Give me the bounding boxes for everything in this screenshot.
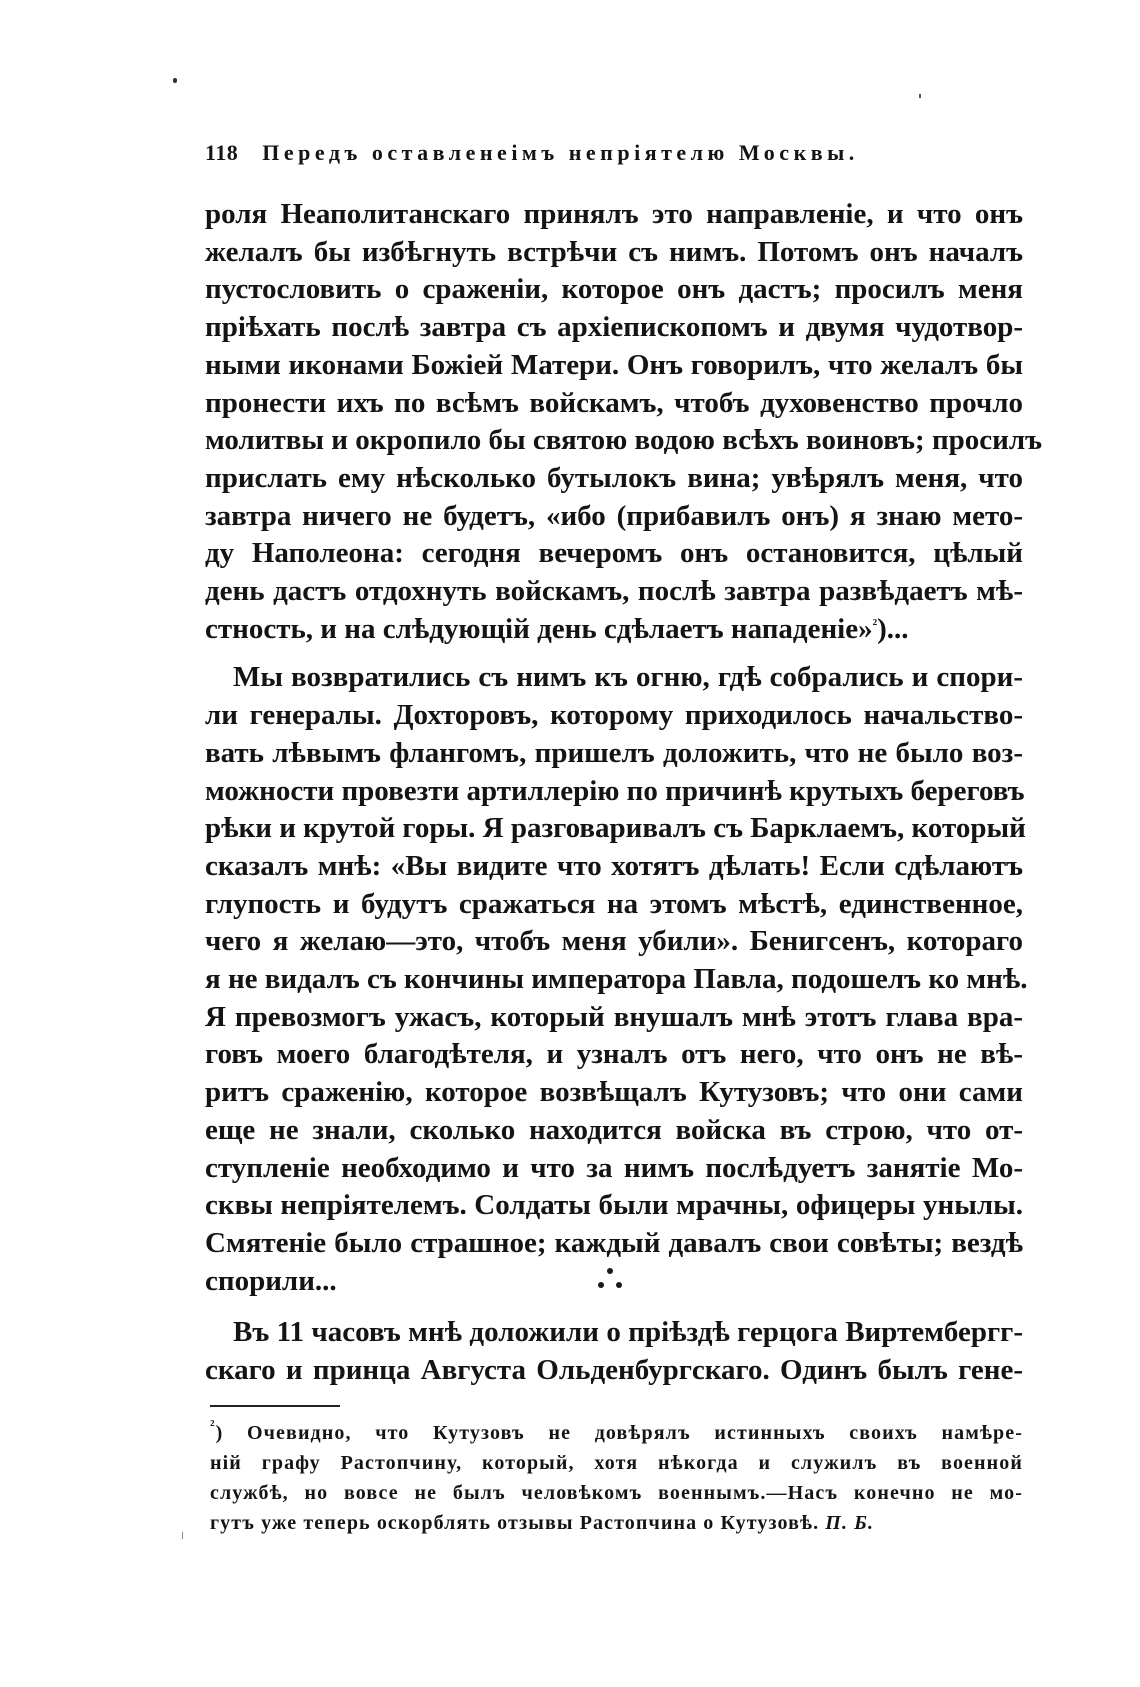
text-line: я не видалъ съ кончины императора Павла, подошелъ ко мнѣ. — [205, 963, 1028, 996]
footnote-rule — [210, 1405, 340, 1407]
text-line: прислать ему нѣсколько бутылокъ вина; увѣрялъ меня, что — [205, 461, 1023, 494]
print-speck — [173, 78, 177, 83]
asterism-icon — [580, 1266, 640, 1296]
section-separator — [580, 1266, 640, 1300]
text-line: Мы возвратились съ нимъ къ огню, гдѣ собрались и спори- — [233, 661, 1023, 694]
text-line: Смятеніе было страшное; каждый давалъ свои совѣты; вездѣ — [205, 1226, 1023, 1259]
page-number: 118 — [205, 140, 239, 165]
footnote — [210, 1418, 1023, 1538]
text-line: еще не знали, сколько находится войска въ строю, что от- — [205, 1113, 1023, 1146]
text-line: молитвы и окропило бы святою водою всѣхъ воиновъ; просилъ — [205, 424, 1043, 457]
text-line: роля Неаполитанскаго принялъ это направленіе, и что онъ — [205, 198, 1023, 230]
text-line: сквы непріятелемъ. Солдаты были мрачны, офицеры унылы. — [205, 1189, 1023, 1222]
footnote-line: ній графу Растопчину, который, хотя нѣкогда и служилъ въ военной — [210, 1452, 1023, 1474]
text-line: ли генералы. Дохторовъ, которому приходилось начальство- — [205, 699, 1023, 732]
footnote-line — [210, 1418, 1023, 1448]
text-line: ными иконами Божіей Матери. Онъ говорилъ, что желалъ бы — [205, 348, 1023, 381]
text-segment: гутъ уже теперь оскорблять отзывы Растопчина о Кутузовѣ. — [210, 1512, 820, 1534]
text-line: ступленіе необходимо и что за нимъ послѣдуетъ занятіе Мо- — [205, 1151, 1023, 1184]
text-line: сказалъ мнѣ: «Вы видите что хотятъ дѣлать! Если сдѣлаютъ — [205, 849, 1023, 882]
text-line: можности провезти артиллерію по причинѣ крутыхъ береговъ — [205, 774, 1025, 807]
body-text — [205, 196, 1043, 1300]
print-speck — [919, 94, 921, 98]
footnote-line: службѣ, но вовсе не былъ человѣкомъ военнымъ.—Насъ конечно не мо- — [210, 1482, 1023, 1504]
text-line: завтра ничего не будетъ, «ибо (прибавилъ онъ) я знаю мето- — [205, 499, 1023, 532]
text-line: пронести ихъ по всѣмъ войскамъ, чтобъ духовенство прочло — [205, 386, 1023, 419]
paragraph-3 — [205, 1313, 1023, 1389]
text-line: говъ моего благодѣтеля, и узналъ отъ него, что онъ не вѣ- — [205, 1038, 1023, 1071]
text-line: чего я желаю—это, чтобъ меня убили». Бенигсенъ, котораго — [205, 925, 1023, 958]
text-segment: стность, и на слѣдующій день сдѣлаетъ нападеніе» — [205, 612, 873, 645]
text-line: вать лѣвымъ флангомъ, пришелъ доложить, что не было воз- — [205, 736, 1023, 769]
text-line — [205, 611, 1023, 649]
text-line: Въ 11 часовъ мнѣ доложили о пріѣздѣ герцога Виртембергг- — [233, 1316, 1023, 1348]
text-line: ду Наполеона: сегодня вечеромъ онъ остановится, цѣлый — [205, 537, 1023, 570]
text-line: ритъ сраженію, которое возвѣщалъ Кутузовъ; что они сами — [205, 1076, 1023, 1109]
text-segment: ) Очевидно, что Кутузовъ не довѣрялъ истинныхъ своихъ намѣре- — [215, 1422, 1023, 1444]
paragraph-2 — [205, 659, 1028, 1300]
text-line: рѣки и крутой горы. Я разговаривалъ съ Барклаемъ, который — [205, 812, 1026, 845]
paragraph-1 — [205, 196, 1043, 648]
footnote-reference[interactable]: ² — [872, 616, 878, 633]
text-line: глупость и будутъ сражаться на этомъ мѣстѣ, единственное, — [205, 887, 1023, 920]
footnote-line — [210, 1508, 1023, 1538]
print-speck — [182, 1532, 183, 1539]
text-line: Я превозмогъ ужасъ, который внушалъ мнѣ этотъ глава вра- — [205, 1000, 1023, 1033]
footnote-marker: ² — [210, 1418, 216, 1434]
footnote-signature: П. Б. — [825, 1512, 875, 1534]
text-line: желалъ бы избѣгнуть встрѣчи съ нимъ. Потомъ онъ началъ — [205, 235, 1023, 268]
text-line: скаго и принца Августа Ольденбургскаго. Одинъ былъ гене- — [205, 1354, 1023, 1386]
text-line: день дастъ отдохнуть войскамъ, послѣ завтра развѣдаетъ мѣ- — [205, 575, 1023, 608]
running-header — [205, 138, 965, 168]
running-title: Передъ оставленеiмъ непрiятелю Москвы. — [262, 140, 859, 165]
text-segment: )... — [877, 612, 909, 645]
text-line: спорили... — [205, 1264, 337, 1297]
text-line: пріѣхать послѣ завтра съ архіепископомъ и двумя чудотвор- — [205, 311, 1023, 344]
text-line: пустословить о сраженіи, которое онъ дастъ; просилъ меня — [205, 273, 1023, 306]
